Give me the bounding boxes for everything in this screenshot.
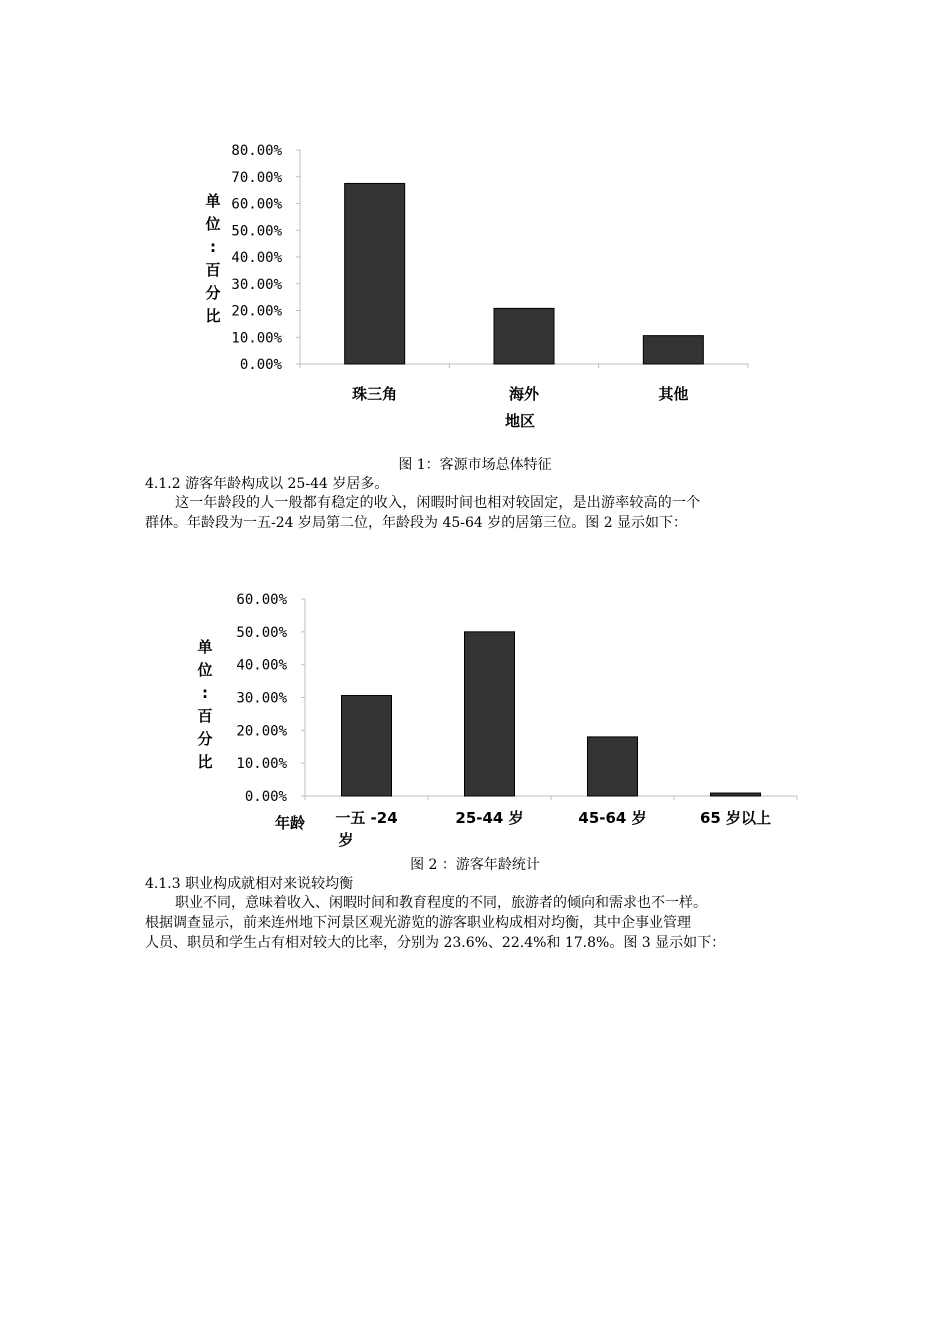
y-tick-label: 30.00% bbox=[231, 276, 282, 293]
y-axis-title-char: 百 bbox=[197, 707, 213, 725]
paragraph-1-line-2: 群体。年龄段为一五-24 岁局第二位，年龄段为 45-64 岁的居第三位。图 2 显示如下： bbox=[145, 515, 688, 531]
bar bbox=[711, 793, 761, 796]
chart1-x-axis-title: 地区 bbox=[504, 412, 536, 430]
bar bbox=[494, 308, 554, 364]
chart-visitor-age bbox=[0, 560, 950, 860]
bar bbox=[643, 336, 703, 364]
x-category-label: 其他 bbox=[658, 385, 689, 403]
y-tick-label: 40.00% bbox=[231, 250, 282, 266]
x-category-label: 65 岁以上 bbox=[699, 809, 772, 827]
y-tick-label: 10.00% bbox=[236, 756, 287, 773]
x-category-label: 海外 bbox=[508, 385, 540, 403]
y-axis-title-char: 比 bbox=[197, 753, 213, 771]
y-tick-label: 60.00% bbox=[236, 592, 287, 608]
paragraph-2-line-1: 职业不同，意味着收入、闲暇时间和教育程度的不同，旅游者的倾向和需求也不一样。 bbox=[175, 895, 707, 911]
y-tick-label: 30.00% bbox=[236, 690, 287, 707]
y-tick-label: 70.00% bbox=[231, 169, 282, 186]
y-tick-label: 0.00% bbox=[239, 357, 282, 373]
bar bbox=[465, 632, 515, 796]
figure1-caption: 图 1：客源市场总体特征 bbox=[398, 457, 552, 473]
y-tick-label: 50.00% bbox=[236, 624, 287, 641]
y-tick-label: 60.00% bbox=[231, 196, 282, 213]
bar bbox=[588, 737, 638, 796]
bar bbox=[345, 183, 405, 364]
paragraph-1-line-1: 这一年龄段的人一般都有稳定的收入，闲暇时间也相对较固定，是出游率较高的一个 bbox=[175, 495, 701, 511]
y-axis-title-char: : bbox=[202, 684, 208, 702]
x-category-label: 25-44 岁 bbox=[455, 809, 524, 827]
y-axis-title-char: : bbox=[210, 238, 216, 256]
paragraph-2-line-2: 根据调查显示，前来连州地下河景区观光游览的游客职业构成相对均衡，其中企事业管理 bbox=[145, 915, 691, 931]
chart2-x-axis-title: 年龄 bbox=[274, 814, 306, 832]
y-axis-title-char: 单 bbox=[197, 638, 213, 656]
y-axis-title-char: 分 bbox=[205, 284, 221, 302]
x-category-label-wrap: 岁 bbox=[338, 831, 354, 849]
section-heading-4-1-3: 4.1.3 职业构成就相对来说较均衡 bbox=[145, 876, 354, 892]
y-tick-label: 20.00% bbox=[236, 723, 287, 740]
y-axis-title-char: 位 bbox=[205, 215, 221, 233]
y-tick-label: 0.00% bbox=[244, 789, 287, 805]
y-axis-title-char: 单 bbox=[205, 192, 221, 210]
bar bbox=[342, 696, 392, 796]
y-tick-label: 50.00% bbox=[231, 223, 282, 240]
y-tick-label: 80.00% bbox=[231, 143, 282, 159]
x-category-label: 45-64 岁 bbox=[578, 809, 647, 827]
chart-visitor-source-region bbox=[0, 0, 950, 450]
x-category-label: 一五 -24 bbox=[335, 809, 398, 827]
y-tick-label: 10.00% bbox=[231, 330, 282, 347]
y-tick-label: 20.00% bbox=[231, 303, 282, 320]
y-axis-title-char: 百 bbox=[205, 261, 221, 279]
y-axis-title-char: 比 bbox=[205, 307, 221, 325]
x-category-label: 珠三角 bbox=[352, 385, 398, 403]
paragraph-2-line-3: 人员、职员和学生占有相对较大的比率，分别为 23.6%、22.4%和 17.8%。图 3 显示如下： bbox=[145, 935, 726, 951]
y-axis-title-char: 分 bbox=[197, 730, 213, 748]
section-heading-4-1-2: 4.1.2 游客年龄构成以 25-44 岁居多。 bbox=[145, 476, 389, 492]
y-tick-label: 40.00% bbox=[236, 657, 287, 674]
y-axis-title-char: 位 bbox=[197, 661, 213, 679]
figure2-caption: 图 2 ：游客年龄统计 bbox=[410, 857, 540, 873]
